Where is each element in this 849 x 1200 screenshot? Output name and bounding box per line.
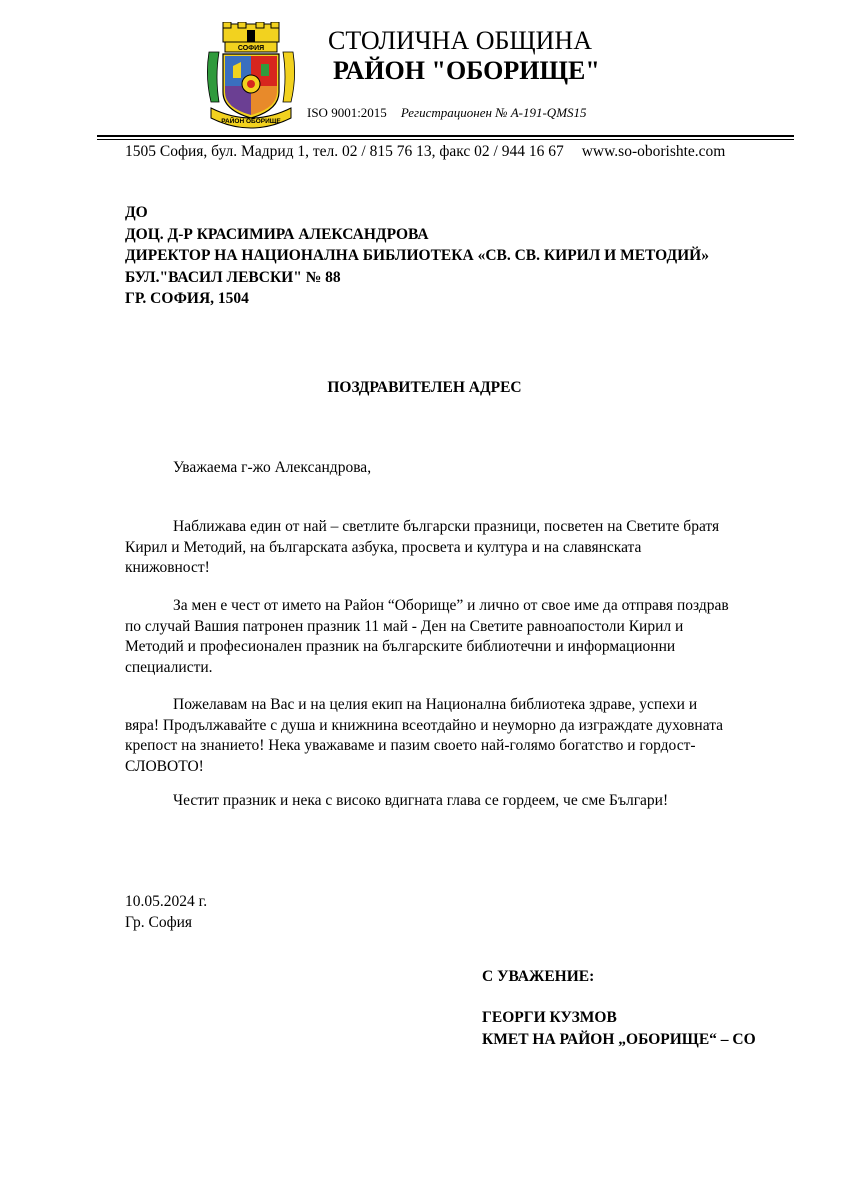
- date-place-block: [125, 891, 207, 933]
- paragraph-line: вяра! Продължавайте с душа и книжнина всеотдайно и неуморно да изграждате духовната: [125, 716, 724, 734]
- header-divider-thick: [97, 135, 794, 137]
- header-divider-thin: [97, 139, 794, 140]
- paragraph-line: СЛОВОТО!: [125, 757, 204, 775]
- crest-top-label: СОФИЯ: [237, 45, 265, 52]
- recipient-city: ГР. СОФИЯ, 1504: [125, 290, 249, 307]
- letter-heading: ПОЗДРАВИТЕЛЕН АДРЕС: [327, 379, 522, 396]
- paragraph-line: Методий и професионален празник на българските библиотечни и информационни: [125, 638, 676, 655]
- contact-address: 1505 София, бул. Мадрид 1, тел. 02 / 815 76 13, факс 02 / 944 16 67: [125, 143, 564, 160]
- paragraph-line: Наближава един от най – светлите български празници, посветен на Светите братя: [173, 518, 720, 535]
- iso-line: [307, 105, 587, 121]
- coat-of-arms-logo: [205, 22, 297, 130]
- iso-standard: ISO 9001:2015: [307, 105, 387, 120]
- paragraph-line: книжовност!: [125, 559, 210, 576]
- paragraph-2: [125, 596, 745, 678]
- org-name: СТОЛИЧНА ОБЩИНА: [328, 26, 592, 55]
- crest-bottom-label: РАЙОН ОБОРИЩЕ: [221, 118, 281, 125]
- paragraph-1: [125, 517, 745, 579]
- paragraph-line: крепост на знанието! Нека уважаваме и пазим своето най-голямо богатство и гордост-: [125, 737, 696, 754]
- letter-date: 10.05.2024 г.: [125, 893, 208, 910]
- salutation: Уважаема г-жо Александрова,: [173, 459, 372, 476]
- closing: С УВАЖЕНИЕ:: [482, 968, 595, 985]
- letter-place: Гр. София: [125, 914, 193, 931]
- signer-title: КМЕТ НА РАЙОН „ОБОРИЩЕ“ – СО: [482, 1030, 756, 1048]
- paragraph-4: Честит празник и нека с високо вдигната глава се гордеем, че сме Българи!: [173, 792, 669, 809]
- recipient-to: ДО: [125, 204, 148, 221]
- paragraph-line: Кирил и Методий, на българската азбука, просвета и култура и на славянската: [125, 538, 642, 556]
- website-link[interactable]: www.so-oborishte.com: [581, 143, 726, 160]
- recipient-street: БУЛ."ВАСИЛ ЛЕВСКИ" № 88: [125, 268, 341, 286]
- paragraph-3: [125, 695, 745, 777]
- signature-block: [482, 1007, 756, 1050]
- recipient-name: ДОЦ. Д-Р КРАСИМИРА АЛЕКСАНДРОВА: [125, 225, 429, 243]
- recipient-position: ДИРЕКТОР НА НАЦИОНАЛНА БИБЛИОТЕКА «СВ. СВ. КИРИЛ И МЕТОДИЙ»: [125, 247, 709, 264]
- paragraph-line: За мен е чест от името на Район “Оборище” и лично от свое име да отправя поздрав: [173, 597, 729, 614]
- registration-number: Регистрационен № А-191-QMS15: [400, 105, 587, 120]
- signer-name: ГЕОРГИ КУЗМОВ: [482, 1009, 617, 1026]
- recipient-block: [125, 202, 709, 310]
- paragraph-line: по случай Вашия патронен празник 11 май - Ден на Светите равноапостоли Кирил и: [125, 617, 684, 635]
- paragraph-line: Пожелавам на Вас и на целия екип на Национална библиотека здраве, успехи и: [173, 696, 698, 713]
- contact-line: [125, 143, 725, 161]
- paragraph-line: специалисти.: [125, 658, 213, 676]
- district-name: РАЙОН "ОБОРИЩЕ": [333, 56, 600, 85]
